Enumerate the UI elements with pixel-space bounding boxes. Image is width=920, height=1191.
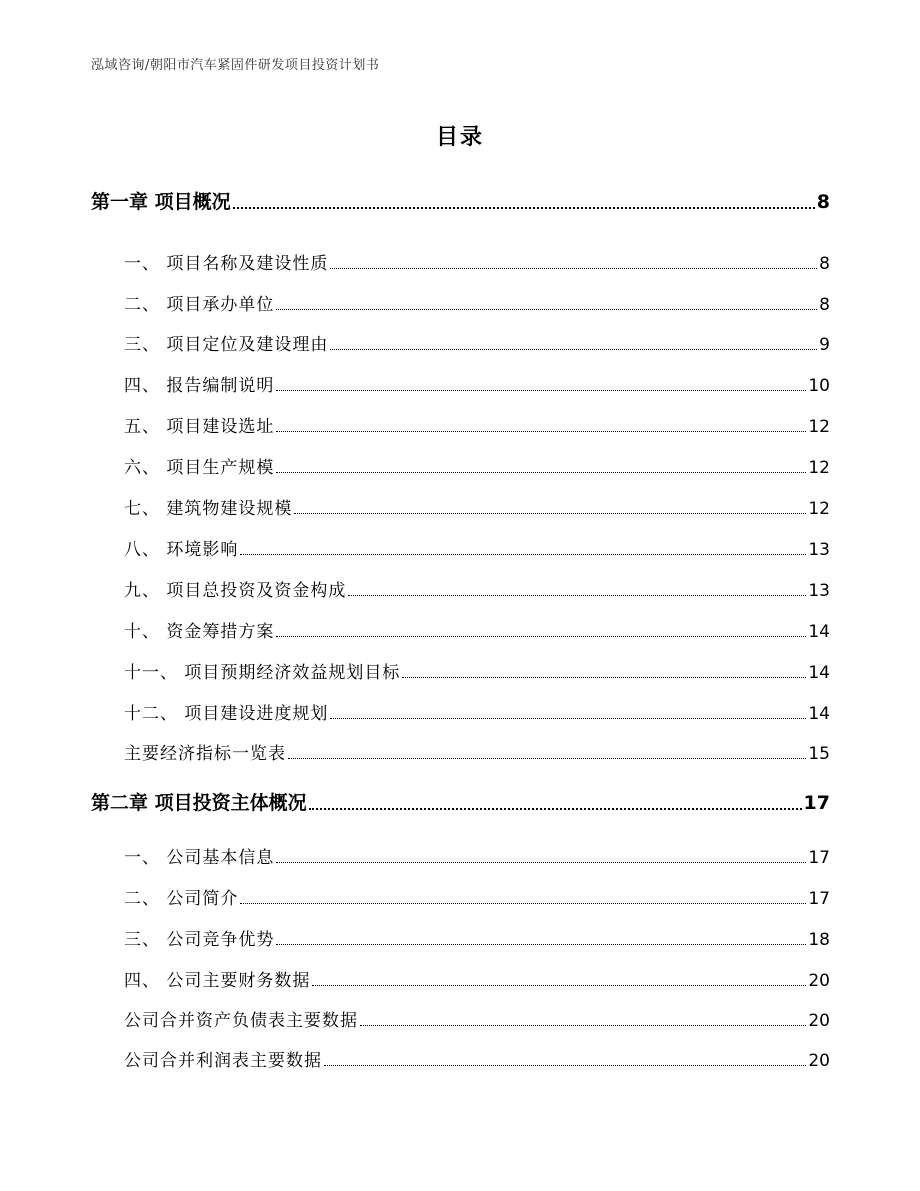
toc-section[interactable] — [91, 494, 830, 519]
dot-leader — [309, 808, 802, 810]
page-header: 泓域咨询/朝阳市汽车紧固件研发项目投资计划书 — [91, 58, 380, 73]
toc-entry-label: 六、 项目生产规模 — [124, 458, 275, 478]
toc-entry-page: 12 — [808, 499, 830, 519]
toc-entry-page: 14 — [808, 663, 830, 683]
dot-leader — [276, 636, 806, 637]
toc-entry-page: 14 — [808, 704, 830, 724]
toc-entry-page: 13 — [808, 581, 830, 601]
dot-leader — [276, 944, 806, 945]
toc-entry-label: 十、 资金筹措方案 — [124, 622, 275, 642]
toc-entry-label: 三、 公司竞争优势 — [124, 930, 275, 950]
dot-leader — [288, 758, 806, 759]
dot-leader — [276, 431, 806, 432]
toc-entry-page: 12 — [808, 458, 830, 478]
toc-entry-label: 八、 环境影响 — [124, 540, 239, 560]
dot-leader — [402, 677, 806, 678]
toc-section[interactable] — [91, 249, 830, 274]
toc-entry-label: 十二、 项目建设进度规划 — [124, 704, 329, 724]
toc-section[interactable] — [91, 843, 830, 868]
dot-leader — [240, 903, 806, 904]
dot-leader — [330, 349, 817, 350]
toc-section[interactable] — [91, 966, 830, 991]
dot-leader — [348, 595, 806, 596]
toc-section[interactable] — [91, 925, 830, 950]
toc-section[interactable] — [91, 453, 830, 478]
toc-section[interactable] — [91, 535, 830, 560]
dot-leader — [360, 1025, 806, 1026]
toc-entry-page: 17 — [803, 792, 830, 814]
toc-entry-page: 13 — [808, 540, 830, 560]
toc-entry-label: 四、 报告编制说明 — [124, 376, 275, 396]
toc-section[interactable] — [91, 884, 830, 909]
toc-entry-label: 七、 建筑物建设规模 — [124, 499, 293, 519]
toc-section[interactable] — [91, 699, 830, 724]
toc-section[interactable] — [91, 1046, 830, 1071]
dot-leader — [294, 513, 806, 514]
toc-section[interactable] — [91, 412, 830, 437]
toc-section[interactable] — [91, 1006, 830, 1031]
dot-leader — [324, 1065, 806, 1066]
toc-entry-page: 10 — [808, 376, 830, 396]
toc-entry-page: 9 — [819, 335, 830, 355]
toc-entry-page: 17 — [808, 848, 830, 868]
toc-entry-page: 15 — [808, 744, 830, 764]
dot-leader — [312, 985, 806, 986]
toc-entry-label: 四、 公司主要财务数据 — [124, 971, 311, 991]
toc-entry-page: 17 — [808, 889, 830, 909]
dot-leader — [330, 268, 817, 269]
toc-entry-label: 一、 公司基本信息 — [124, 848, 275, 868]
toc-entry-page: 8 — [819, 254, 830, 274]
dot-leader — [330, 718, 806, 719]
toc-entry-page: 20 — [808, 1011, 830, 1031]
toc-section[interactable] — [91, 290, 830, 315]
dot-leader — [233, 207, 815, 209]
toc-section[interactable] — [91, 739, 830, 764]
toc-section[interactable] — [91, 617, 830, 642]
toc-section[interactable] — [91, 330, 830, 355]
toc-entry-label: 三、 项目定位及建设理由 — [124, 335, 329, 355]
toc-entry-label: 主要经济指标一览表 — [124, 744, 286, 764]
toc-entry-page: 12 — [808, 417, 830, 437]
toc-chapter-1[interactable] — [91, 187, 830, 214]
dot-leader — [276, 472, 806, 473]
toc-entry-page: 20 — [808, 971, 830, 991]
toc-section[interactable] — [91, 371, 830, 396]
dot-leader — [276, 862, 806, 863]
toc-entry-label: 二、 项目承办单位 — [124, 295, 275, 315]
toc-entry-label: 公司合并利润表主要数据 — [124, 1051, 322, 1071]
toc-entry-page: 8 — [819, 295, 830, 315]
toc-entry-label: 一、 项目名称及建设性质 — [124, 254, 329, 274]
toc-entry-page: 18 — [808, 930, 830, 950]
toc-entry-page: 14 — [808, 622, 830, 642]
dot-leader — [276, 390, 806, 391]
toc-section[interactable] — [91, 576, 830, 601]
dot-leader — [276, 309, 817, 310]
toc-entry-label: 十一、 项目预期经济效益规划目标 — [124, 663, 401, 683]
toc-chapter-2[interactable] — [91, 788, 830, 815]
toc-entry-label: 第一章 项目概况 — [91, 191, 231, 213]
toc-entry-label: 二、 公司简介 — [124, 889, 239, 909]
toc-entry-label: 第二章 项目投资主体概况 — [91, 792, 307, 814]
toc-entry-label: 九、 项目总投资及资金构成 — [124, 581, 347, 601]
toc-title: 目录 — [435, 125, 484, 150]
toc-entry-label: 五、 项目建设选址 — [124, 417, 275, 437]
toc-entry-page: 8 — [816, 191, 830, 213]
toc-entry-label: 公司合并资产负债表主要数据 — [124, 1011, 358, 1031]
toc-section[interactable] — [91, 658, 830, 683]
dot-leader — [240, 554, 806, 555]
toc-entry-page: 20 — [808, 1051, 830, 1071]
